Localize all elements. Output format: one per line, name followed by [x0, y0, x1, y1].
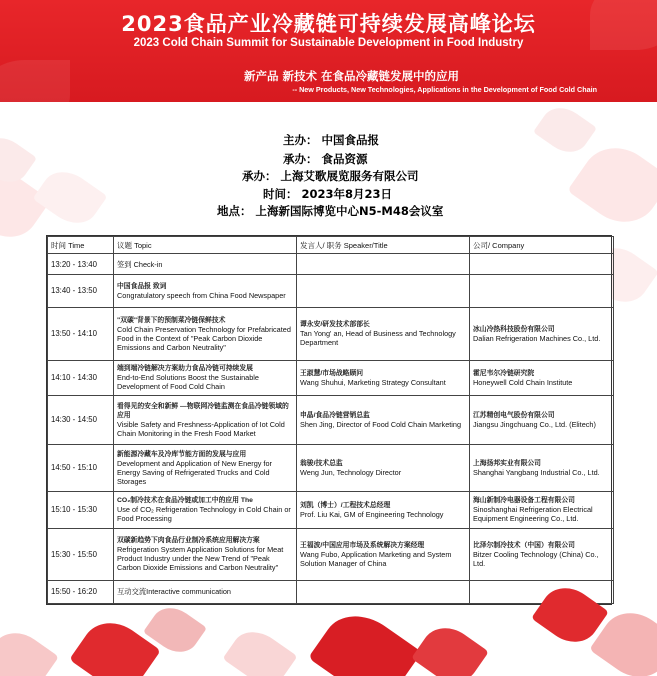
- cell-text-en: Cold Chain Preservation Technology for Prefabricated Food in the Context of "Peak Carbon Dioxide Emissions and Carbon Neutrality": [117, 324, 291, 352]
- cell-speaker: [297, 491, 470, 528]
- cell-topic: [114, 491, 297, 528]
- cell-speaker: [297, 580, 470, 603]
- cell-topic: [114, 307, 297, 360]
- header-topic: 议题 Topic: [114, 237, 297, 254]
- cell-company: [470, 254, 614, 275]
- cell-topic: [114, 254, 297, 275]
- cell-speaker: [297, 444, 470, 491]
- cell-text-en: Weng Jun, Technology Director: [300, 467, 402, 477]
- host-line: 主办： 中国食品报: [283, 133, 380, 147]
- cell-text-cn: "双碳"背景下的预制菜冷链保鲜技术: [117, 316, 226, 324]
- cell-time: 13:20 - 13:40: [48, 254, 114, 275]
- cell-company: [470, 529, 614, 581]
- cell-text-en: Jiangsu Jingchuang Co., Ltd. (Elitech): [473, 419, 596, 429]
- cell-text-cn: CO₂制冷技术在食品冷链或加工中的应用 The: [117, 497, 253, 505]
- cell-text-en: Wang Fubo, Application Marketing and System Solution Manager of China: [300, 549, 452, 568]
- cell-text-cn: 比泽尔制冷技术（中国）有限公司: [473, 541, 575, 549]
- cell-topic: [114, 444, 297, 491]
- cell-text-en: Bitzer Cooling Technology (China) Co., Ltd.: [473, 549, 599, 568]
- cell-speaker: [297, 307, 470, 360]
- cell-text-cn: 中国食品报 致词: [117, 282, 167, 290]
- organizer-line: 承办： 食品资源: [283, 152, 368, 166]
- cell-text-cn: 海山新制冷电器设备工程有限公司: [473, 497, 575, 505]
- table-row: [48, 529, 614, 581]
- cell-text-en: Honeywell Cold Chain Institute: [473, 377, 573, 387]
- cell-text-cn: 双碳新趋势下肉食品行业制冷系统应用解决方案: [117, 537, 260, 545]
- cell-text-cn: 新能源冷藏车及冷库节能方面的发展与应用: [117, 450, 247, 458]
- cell-time: 13:50 - 14:10: [48, 307, 114, 360]
- cell-time: 15:10 - 15:30: [48, 491, 114, 528]
- cell-time: 13:40 - 13:50: [48, 275, 114, 308]
- cell-text-en: Sinoshanghai Refrigeration Electrical Equipment Engineering Co., Ltd.: [473, 505, 593, 524]
- cell-text-cn: 申晶/食品冷链营销总监: [300, 411, 370, 419]
- cell-time: 15:50 - 16:20: [48, 580, 114, 603]
- cell-text-cn: 谭永安/研发技术部部长: [300, 321, 370, 329]
- cell-text-cn: 江苏精创电气股份有限公司: [473, 411, 555, 419]
- cell-company: [470, 491, 614, 528]
- cell-text-en: 互动交流Interactive communication: [117, 587, 231, 597]
- cell-text-cn: 翁骏/技术总监: [300, 459, 343, 467]
- cell-topic: [114, 360, 297, 395]
- header-company: 公司/ Company: [470, 237, 614, 254]
- cell-text-cn: 看得见的安全和新鲜 —物联网冷链监测在食品冷链领域的应用: [117, 402, 289, 419]
- cell-text-en: Development and Application of New Energy for Energy Saving of Refrigerated Trucks and Cold Storages: [117, 458, 272, 486]
- subtitle-en: -- New Products, New Technologies, Applications in the Development of Food Cold Chain: [292, 85, 597, 94]
- table-row: [48, 580, 614, 603]
- footer-decoration: [0, 605, 657, 676]
- header-banner: [0, 0, 657, 102]
- cell-company: [470, 307, 614, 360]
- cell-text-en: Prof. Liu Kai, GM of Engineering Technology: [300, 509, 444, 519]
- cell-company: [470, 395, 614, 444]
- table-row: [48, 307, 614, 360]
- cell-topic: [114, 529, 297, 581]
- table-row: [48, 491, 614, 528]
- time-line: 时间： 2023年8月23日: [263, 187, 393, 201]
- header-speaker: 发言人/ 职务 Speaker/Title: [297, 237, 470, 254]
- cell-text-cn: 刘凯（博士）/工程技术总经理: [300, 501, 391, 509]
- subtitle-cn: 新产品 新技术 在食品冷藏链发展中的应用: [244, 69, 460, 83]
- cell-company: [470, 275, 614, 308]
- cell-topic: [114, 275, 297, 308]
- cell-text-cn: 王淑慧/市场战略顾问: [300, 369, 364, 377]
- cell-company: [470, 444, 614, 491]
- cell-text-cn: 霍尼韦尔冷链研究院: [473, 369, 535, 377]
- cell-speaker: [297, 275, 470, 308]
- cell-text-en: Shanghai Yangbang Industrial Co., Ltd.: [473, 467, 600, 477]
- title-en: 2023 Cold Chain Summit for Sustainable Development in Food Industry: [133, 37, 524, 49]
- cell-text-en: Refrigeration System Application Solutions for Meat Product Industry under the New Trend of "Peak Carbon Dioxide Emissions and Carbon Neutrality": [117, 545, 284, 573]
- cell-time: 14:50 - 15:10: [48, 444, 114, 491]
- cell-speaker: [297, 254, 470, 275]
- venue-line: 地点： 上海新国际博览中心N5-M48会议室: [217, 204, 444, 218]
- cell-speaker: [297, 529, 470, 581]
- cell-text-en: Congratulatory speech from China Food Newspaper: [117, 290, 286, 300]
- table-row: [48, 254, 614, 275]
- cell-text-cn: 冰山冷热科技股份有限公司: [473, 325, 555, 333]
- cell-text-cn: 上海扬邦实业有限公司: [473, 459, 541, 467]
- co-organizer-line: 承办： 上海艾歌展览服务有限公司: [242, 169, 419, 183]
- cell-text-en: Tan Yong' an, Head of Business and Technology Department: [300, 329, 456, 348]
- cell-text-cn: 端到端冷链解决方案助力食品冷链可持续发展: [117, 365, 253, 373]
- cell-text-en: Shen Jing, Director of Food Cold Chain Marketing: [300, 419, 462, 429]
- table-row: [48, 395, 614, 444]
- cell-text-en: Use of CO₂ Refrigeration Technology in Cold Chain or Food Processing: [117, 505, 291, 524]
- cell-speaker: [297, 360, 470, 395]
- table-header-row: [48, 237, 614, 254]
- schedule-table: [46, 235, 612, 605]
- cell-text-en: 签到 Check-in: [117, 259, 163, 269]
- cell-text-en: End-to-End Solutions Boost the Sustainable Development of Food Cold Chain: [117, 373, 259, 392]
- cell-time: 15:30 - 15:50: [48, 529, 114, 581]
- cell-text-cn: 王福波/中国应用市场及系统解决方案经理: [300, 541, 425, 549]
- table-row: [48, 360, 614, 395]
- cell-topic: [114, 395, 297, 444]
- cell-text-en: Visible Safety and Freshness-Application of Iot Cold Chain Monitoring in the Fresh Food Market: [117, 419, 285, 438]
- cell-topic: [114, 580, 297, 603]
- cell-speaker: [297, 395, 470, 444]
- cell-time: 14:30 - 14:50: [48, 395, 114, 444]
- header-time: 时间 Time: [48, 237, 114, 254]
- cell-text-en: Dalian Refrigeration Machines Co., Ltd.: [473, 333, 601, 343]
- title-cn: 2023食品产业冷藏链可持续发展高峰论坛: [121, 12, 536, 36]
- cell-text-en: Wang Shuhui, Marketing Strategy Consultant: [300, 377, 446, 387]
- table-row: [48, 444, 614, 491]
- cell-time: 14:10 - 14:30: [48, 360, 114, 395]
- cell-company: [470, 360, 614, 395]
- table-row: [48, 275, 614, 308]
